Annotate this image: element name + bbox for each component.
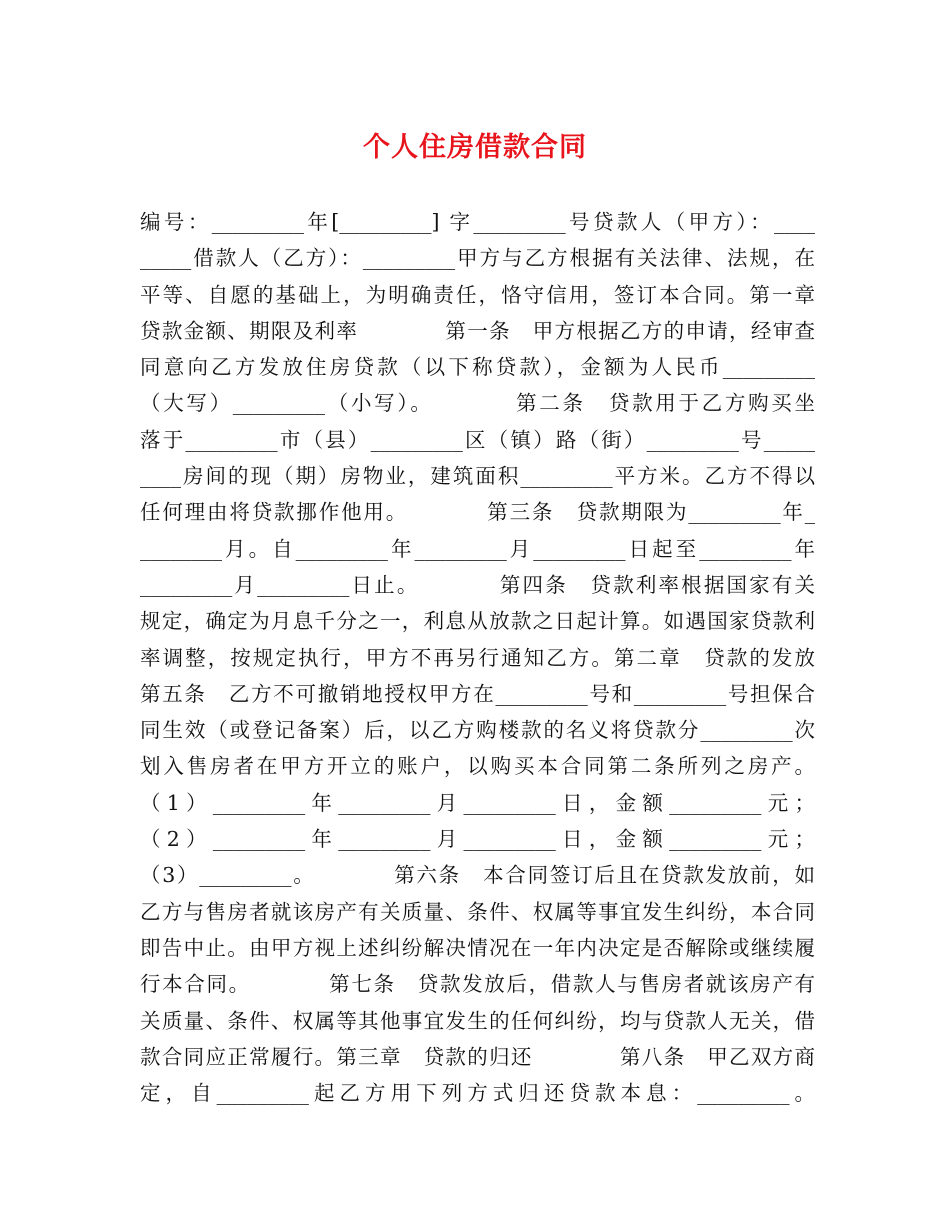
- paragraph-line: 规定，确定为月息千分之一，利息从放款之日起计算。如遇国家贷款利: [140, 609, 815, 634]
- paragraph-line: （3）_________。 第六条 本合同签订后且在贷款发放前，如: [140, 863, 815, 888]
- paragraph-line: 款合同应正常履行。第三章 贷款的归还 第八条 甲乙双方商: [140, 1044, 815, 1069]
- paragraph-line: 同意向乙方发放住房贷款（以下称贷款），金额为人民币_________: [140, 355, 815, 380]
- paragraph-line: 平等、自愿的基础上，为明确责任，恪守信用，签订本合同。第一章: [140, 282, 815, 307]
- paragraph-line: 编号：_________年[_________] 字_________号贷款人（甲方）：____: [140, 210, 815, 234]
- paragraph-line: _____借款人（乙方）：_________甲方与乙方根据有关法律、法规，在: [140, 246, 815, 271]
- paragraph-line: ____房间的现（期）房物业，建筑面积_________平方米。乙方不得以: [140, 464, 815, 489]
- paragraph-line: （1）_________年_________月_________日，金额_________元；: [140, 790, 815, 815]
- paragraph-line: 率调整，按规定执行，甲方不再另行通知乙方。第二章 贷款的发放: [140, 645, 815, 670]
- paragraph-line: 即告中止。由甲方视上述纠纷解决情况在一年内决定是否解除或继续履: [140, 935, 815, 960]
- paragraph-line: 第五条 乙方不可撤销地授权甲方在_________号和_________号担保合: [140, 681, 815, 706]
- paragraph-line: 划入售房者在甲方开立的账户，以购买本合同第二条所列之房产。: [140, 754, 815, 779]
- paragraph-line: （大写）_________（小写）。 第二条 贷款用于乙方购买坐: [140, 391, 815, 416]
- document-title: 个人住房借款合同: [363, 132, 587, 163]
- paragraph-line: 行本合同。 第七条 贷款发放后，借款人与售房者就该房产有: [140, 972, 815, 997]
- paragraph-line: 任何理由将贷款挪作他用。 第三条 贷款期限为_________年_: [140, 500, 815, 525]
- paragraph-line: 贷款金额、期限及利率 第一条 甲方根据乙方的申请，经审查: [140, 318, 815, 343]
- paragraph-line: 落于_________市（县）_________区（镇）路（街）_________号_____: [140, 427, 815, 452]
- paragraph-line: 同生效（或登记备案）后，以乙方购楼款的名义将贷款分_________次: [140, 718, 815, 743]
- paragraph-line: 定，自_________起乙方用下列方式归还贷款本息：_________。: [140, 1081, 815, 1106]
- paragraph-line: （2）_________年_________月_________日，金额_________元；: [140, 827, 815, 852]
- paragraph-line: ________月。自_________年_________月_________日起至_________年: [140, 536, 815, 561]
- paragraph-line: _________月_________日止。 第四条 贷款利率根据国家有关: [140, 572, 815, 597]
- contract-body: [140, 204, 815, 1111]
- paragraph-line: 关质量、条件、权属等其他事宜发生的任何纠纷，均与贷款人无关，借: [140, 1008, 815, 1033]
- paragraph-line: 乙方与售房者就该房产有关质量、条件、权属等事宜发生纠纷，本合同: [140, 899, 815, 924]
